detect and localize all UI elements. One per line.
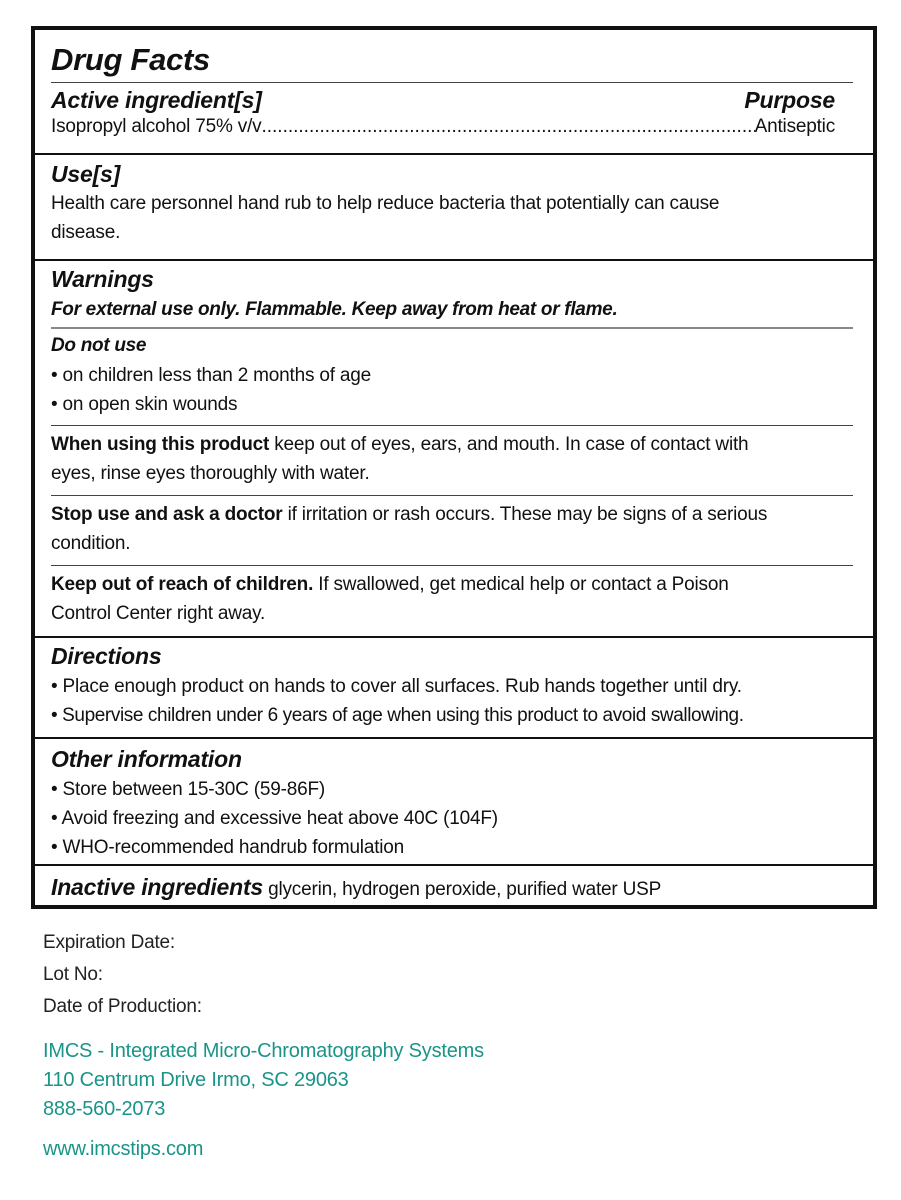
when-using-line-1: When using this product keep out of eyes, ears, and mouth. In case of contact with — [51, 434, 749, 455]
bullet: • — [51, 365, 58, 386]
drug-facts-panel — [31, 26, 877, 909]
other-info-item: • Store between 15-30C (59-86F) — [51, 779, 326, 800]
section-directions — [35, 636, 873, 737]
section-warnings — [35, 259, 873, 636]
active-ingredients-heading: Active ingredient[s] — [51, 87, 262, 113]
uses-line-2: disease. — [51, 222, 121, 243]
warnings-heading: Warnings — [51, 266, 154, 292]
keep-out-line-2: Control Center right away. — [51, 603, 266, 624]
dot-leader — [261, 114, 754, 140]
do-not-use-heading: Do not use — [51, 335, 147, 356]
stop-use-lead: Stop use and ask a doctor — [51, 504, 283, 525]
when-using-lead: When using this product — [51, 434, 270, 455]
section-inactive-ingredients — [35, 864, 873, 901]
uses-line-1: Health care personnel hand rub to help reduce bacteria that potentially can cause — [51, 193, 720, 214]
directions-item: • Supervise children under 6 years of age when using this product to avoid swallowing. — [51, 705, 744, 726]
directions-item: • Place enough product on hands to cover all surfaces. Rub hands together until dry. — [51, 676, 742, 697]
when-using-block — [51, 426, 873, 495]
section-uses — [35, 153, 873, 259]
keep-out-line-1: Keep out of reach of children. If swallowed, get medical help or contact a Poison — [51, 574, 729, 595]
active-ingredient-row — [51, 114, 835, 140]
uses-heading: Use[s] — [51, 161, 121, 187]
company-block — [43, 1037, 484, 1124]
do-not-use-block — [51, 329, 873, 425]
other-info-item: • Avoid freezing and excessive heat above 40C (104F) — [51, 808, 498, 829]
bullet: • — [51, 394, 58, 415]
label-footer — [43, 927, 484, 1164]
production-date-label: Date of Production: — [43, 996, 202, 1017]
company-address: 110 Centrum Drive Irmo, SC 29063 — [43, 1069, 349, 1091]
when-using-line-2: eyes, rinse eyes thoroughly with water. — [51, 463, 370, 484]
bullet: • — [51, 705, 58, 726]
bullet: • — [51, 808, 58, 829]
drug-facts-title: Drug Facts — [51, 42, 210, 77]
keep-out-lead: Keep out of reach of children. — [51, 574, 314, 595]
section-active-ingredients — [35, 30, 873, 153]
bullet: • — [51, 837, 58, 858]
company-website: www.imcstips.com — [43, 1138, 204, 1160]
stop-use-line-2: condition. — [51, 533, 131, 554]
inactive-ingredients-text: glycerin, hydrogen peroxide, purified water USP — [263, 879, 662, 900]
title-divider — [51, 82, 853, 83]
ingredient-name: Isopropyl alcohol 75% v/v — [51, 116, 262, 137]
ingredient-purpose: Antiseptic — [754, 116, 835, 137]
other-information-heading: Other information — [51, 746, 242, 772]
do-not-use-item: • on children less than 2 months of age — [51, 365, 371, 386]
inactive-ingredients-heading: Inactive ingredients — [51, 874, 264, 900]
stop-use-block — [51, 496, 873, 565]
company-name: IMCS - Integrated Micro-Chromatography Systems — [43, 1040, 484, 1062]
stop-use-line-1: Stop use and ask a doctor if irritation or rash occurs. These may be signs of a serious — [51, 504, 768, 525]
do-not-use-item: • on open skin wounds — [51, 394, 238, 415]
bullet: • — [51, 676, 58, 697]
section-other-information — [35, 737, 873, 864]
lot-number-label: Lot No: — [43, 964, 103, 985]
expiration-date-label: Expiration Date: — [43, 932, 175, 953]
other-info-item: • WHO-recommended handrub formulation — [51, 837, 405, 858]
active-ingredient-header-row — [51, 86, 835, 114]
directions-heading: Directions — [51, 643, 162, 669]
company-phone: 888-560-2073 — [43, 1098, 166, 1120]
external-use-warning: For external use only. Flammable. Keep away from heat or flame. — [51, 299, 618, 320]
keep-out-block — [51, 566, 873, 636]
bullet: • — [51, 779, 58, 800]
purpose-heading: Purpose — [744, 87, 835, 113]
